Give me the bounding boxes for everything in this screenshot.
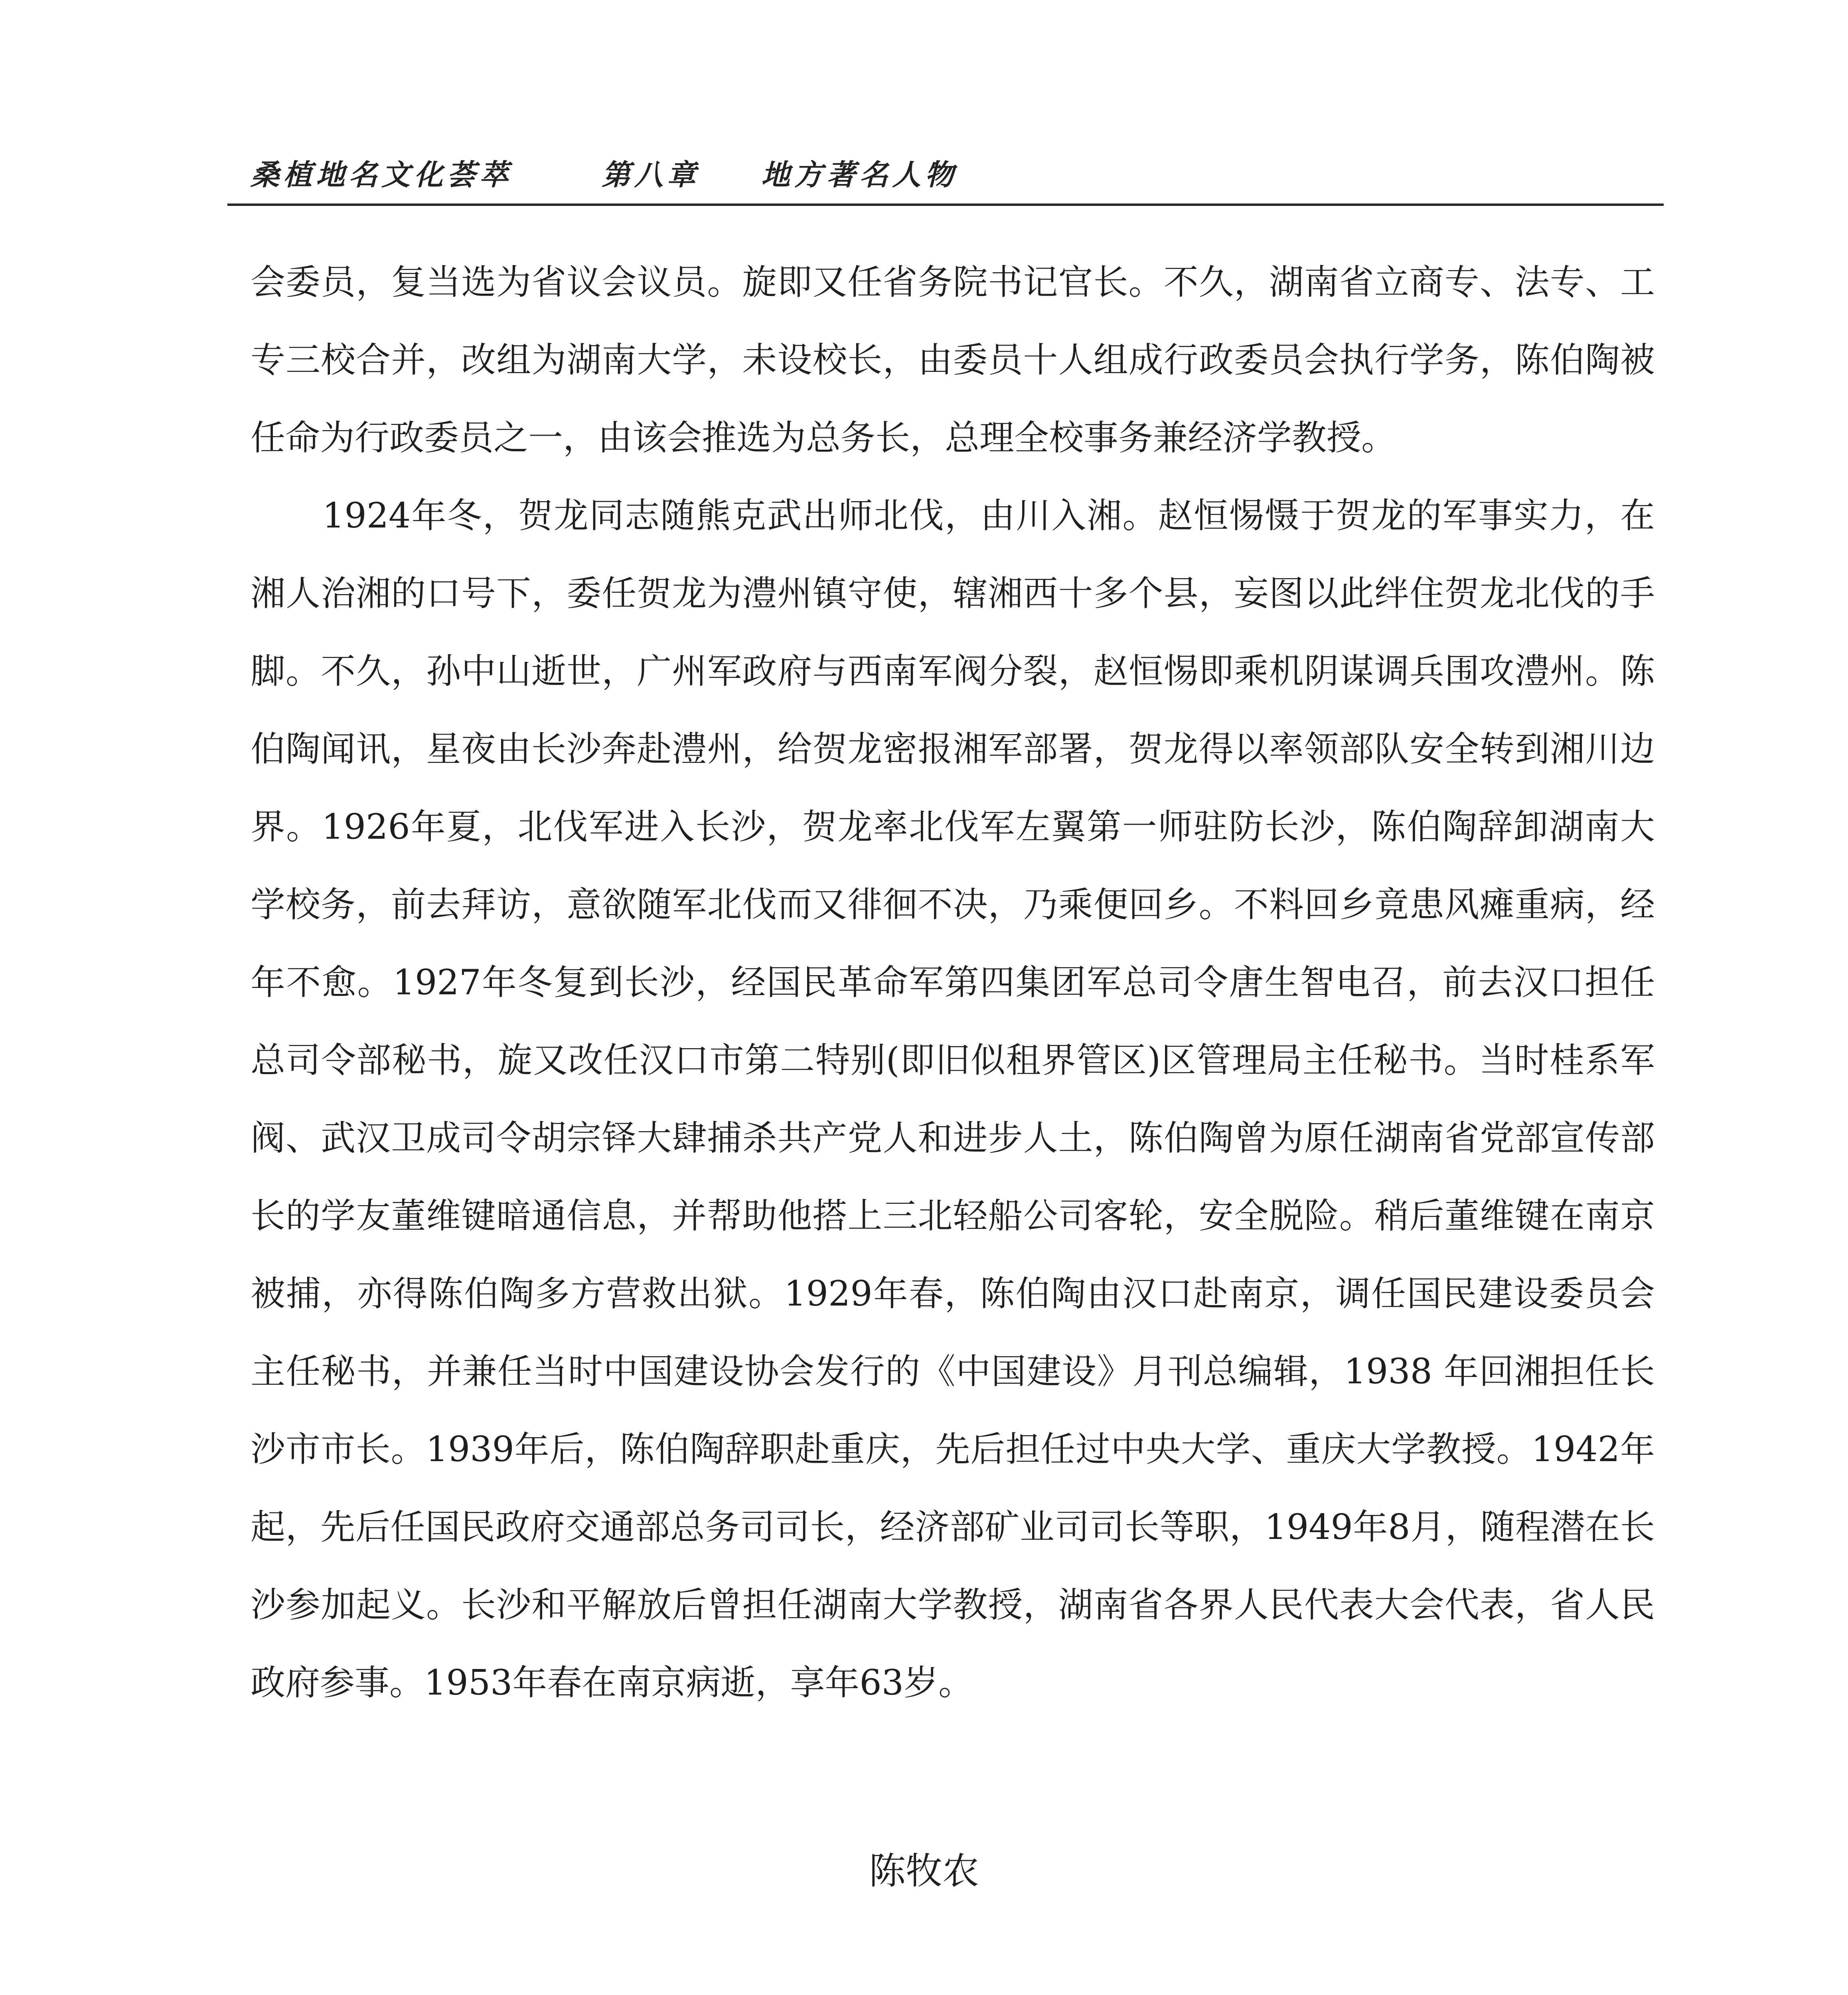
paragraph: 1924年冬，贺龙同志随熊克武出师北伐，由川入湘。赵恒惕慑于贺龙的军事实力，在湘人治湘的口号下，委任贺龙为澧州镇守使，辖湘西十多个县，妄图以此绊住贺龙北伐的手脚。不久，孙中山逝世，广州军政府与西南军阀分裂，赵恒惕即乘机阴谋调兵围攻澧州。陈伯陶闻讯，星夜由长沙奔赴澧州，给贺龙密报湘军部署，贺龙得以率领部队安全转到湘川边界。1926年夏，北伐军进入长沙，贺龙率北伐军左翼第一师驻防长沙，陈伯陶辞卸湖南大学校务，前去拜访，意欲随军北伐而又徘徊不决，乃乘便回乡。不料回乡竟患风瘫重病，经年不愈。1927年冬复到长沙，经国民革命军第四集团军总司令唐生智电召，前去汉口担任总司令部秘书，旋又改任汉口市第二特别(即旧似租界管区)区管理局主任秘书。当时桂系军阀、武汉卫成司令胡宗铎大肆捕杀共产党人和进步人土，陈伯陶曾为原任湖南省党部宣传部长的学友董维键暗通信息，并帮助他搭上三北轻船公司客轮，安全脱险。稍后董维键在南京被捕，亦得陈伯陶多方营救出狱。1929年春，陈伯陶由汉口赴南京，调任国民建设委员会主任秘书，并兼任当时中国建设协会发行的《中国建设》月刊总编辑，1938 年回湘担任长沙市市长。1939年后，陈伯陶辞职赴重庆，先后担任过中央大学、重庆大学教授。1942年起，先后任国民政府交通部总务司司长，经济部矿业司司长等职，1949年8月，随程潜在长沙参加起义。长沙和平解放后曾担任湖南大学教授，湖南省各界人民代表大会代表，省人民政府参事。1953年春在南京病逝，享年63岁。 <box>251 495 1655 1703</box>
running-header <box>251 144 1687 207</box>
main-text <box>251 243 1655 1722</box>
paragraph <box>251 1979 1655 1995</box>
section-heading: 陈牧农 <box>869 1850 979 1892</box>
header-divider <box>227 203 1664 206</box>
chapter-title: 地方著名人物 <box>761 158 958 192</box>
section-text <box>251 1979 1655 1995</box>
chapter-number: 第八章 <box>602 158 700 192</box>
paragraph-continued: 会委员，复当选为省议会议员。旋即又任省务院书记官长。不久，湖南省立商专、法专、工专三校合并，改组为湖南大学，未设校长，由委员十人组成行政委员会执行学务，陈伯陶被任命为行政委员之一，由该会推选为总务长，总理全校事务兼经济学教授。 <box>251 262 1655 458</box>
book-title: 桑植地名文化荟萃 <box>251 158 513 192</box>
